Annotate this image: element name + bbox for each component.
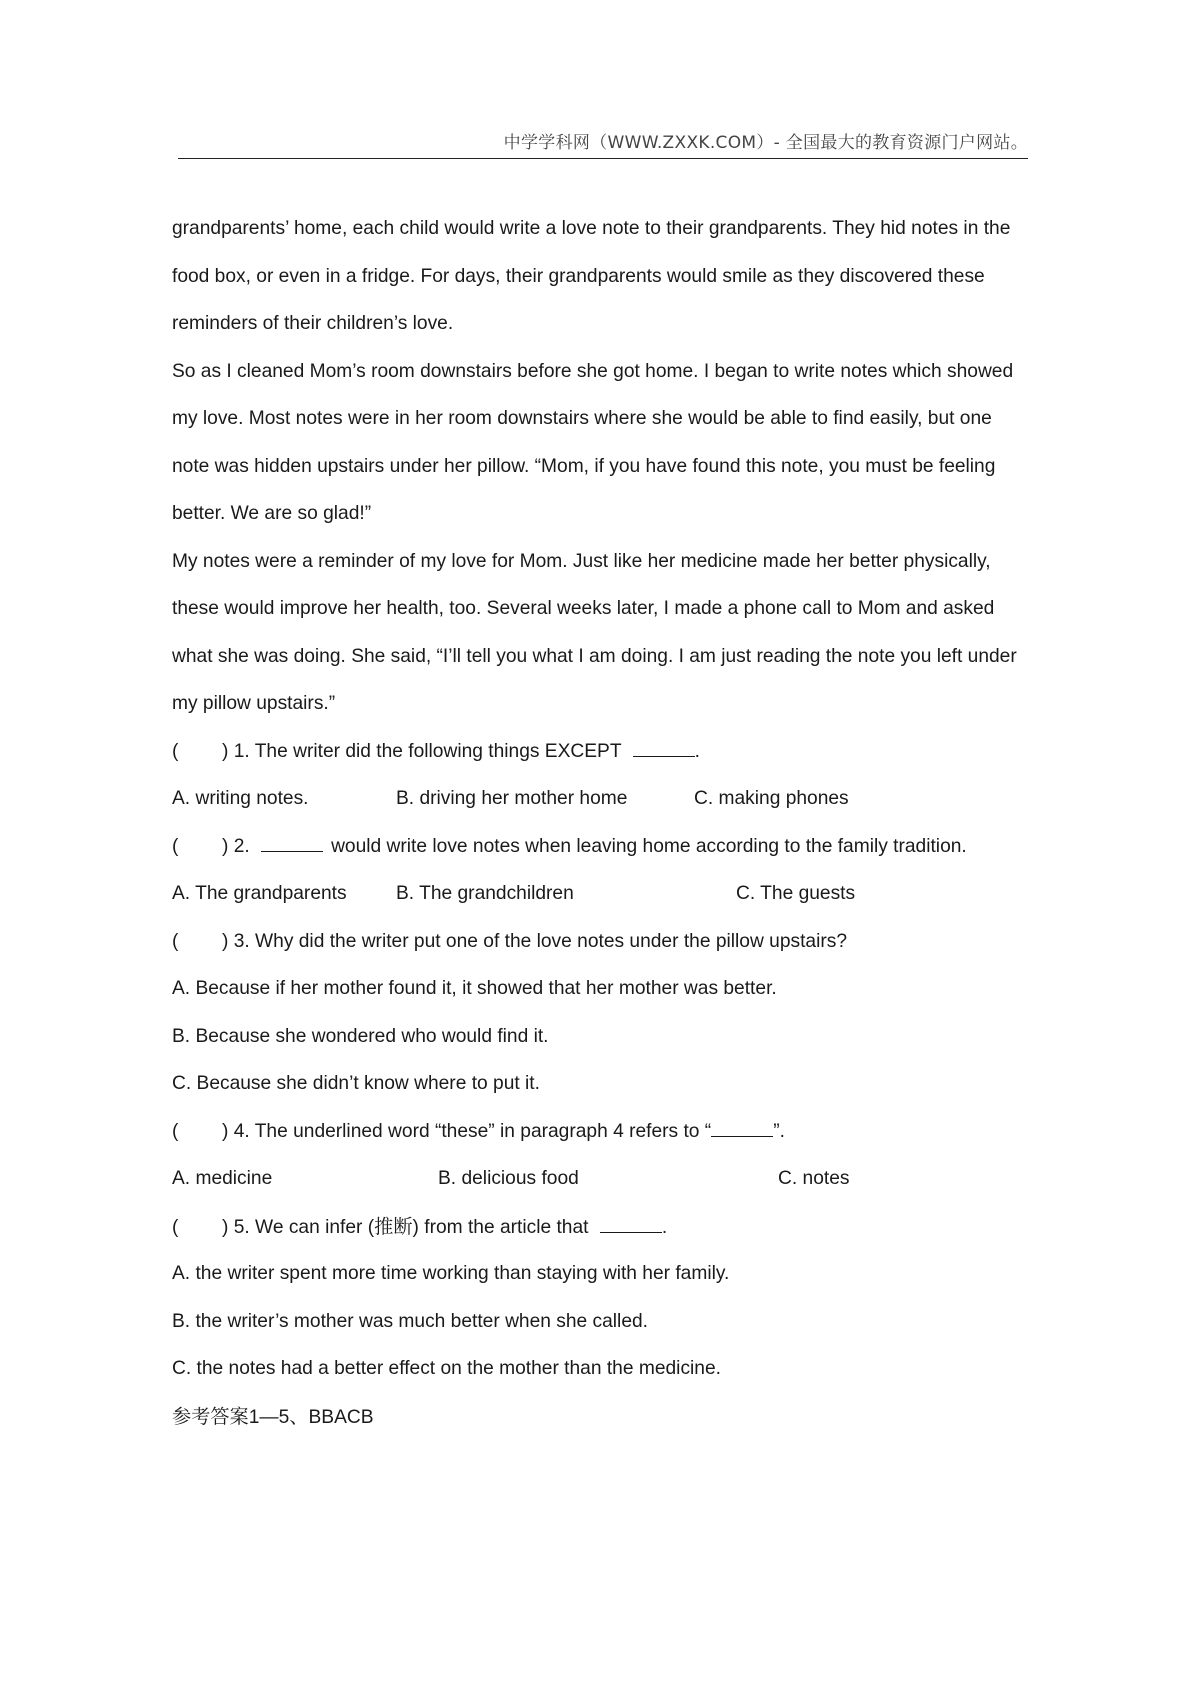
- question-3: [172, 918, 1052, 966]
- option-c: C. Because she didn’t know where to put it.: [172, 1073, 540, 1094]
- header-text: 中学学科网（WWW.ZXXK.COM）- 全国最大的教育资源门户网站。: [503, 133, 1028, 153]
- question-1: [172, 728, 1052, 776]
- question-5-text: ) 5. We can infer (: [222, 1216, 375, 1238]
- question-5-end: .: [661, 1216, 668, 1238]
- option-b: B. delicious food: [438, 1168, 579, 1189]
- question-5-text-mid: ) from the article that: [412, 1216, 589, 1238]
- answer-blank[interactable]: [711, 1116, 773, 1137]
- question-5: [172, 1203, 1052, 1251]
- option-c: C. notes: [778, 1168, 850, 1189]
- option-a: A. the writer spent more time working than staying with her family.: [172, 1263, 730, 1284]
- passage-line: these would improve her health, too. Several weeks later, I made a phone call to Mom and asked: [172, 598, 995, 619]
- passage-line: My notes were a reminder of my love for Mom. Just like her medicine made her better physically,: [172, 550, 991, 572]
- passage-line: So as I cleaned Mom’s room downstairs before she got home. I began to write notes which showed: [172, 360, 1014, 382]
- question-1-end: .: [694, 740, 700, 762]
- answer-blank[interactable]: [600, 1212, 662, 1233]
- page-header: [178, 128, 1028, 159]
- question-2: [172, 823, 1052, 871]
- option-b: B. Because she wondered who would find it.: [172, 1025, 549, 1047]
- answer-blank[interactable]: [261, 831, 323, 852]
- answer-paren: (: [172, 1120, 179, 1142]
- option-b: B. driving her mother home: [396, 788, 628, 809]
- option-a: A. writing notes.: [172, 788, 309, 809]
- question-4-end: ”.: [773, 1120, 785, 1142]
- option-b: B. the writer’s mother was much better when she called.: [172, 1310, 648, 1332]
- passage-line: my pillow upstairs.”: [172, 693, 336, 714]
- document-body: [172, 205, 1052, 1440]
- answer-paren: (: [172, 1216, 179, 1238]
- question-5-cjk: 推断: [374, 1214, 413, 1238]
- answer-paren: (: [172, 740, 179, 762]
- question-2-end: would write love notes when leaving home according to the family tradition.: [331, 835, 967, 857]
- passage-line: note was hidden upstairs under her pillow. “Mom, if you have found this note, you must be feeling: [172, 455, 996, 477]
- option-a: A. Because if her mother found it, it showed that her mother was better.: [172, 978, 777, 999]
- answer-blank[interactable]: [633, 736, 695, 757]
- question-1-options: [172, 775, 1052, 823]
- passage-line: reminders of their children’s love.: [172, 313, 454, 334]
- answer-paren: (: [172, 930, 179, 952]
- question-2-options: [172, 870, 1052, 918]
- answer-key-text: 1—5、BBACB: [248, 1406, 374, 1428]
- question-4-options: [172, 1155, 1052, 1203]
- option-c: C. making phones: [694, 788, 849, 809]
- option-a: A. medicine: [172, 1168, 273, 1189]
- option-c: C. the notes had a better effect on the mother than the medicine.: [172, 1358, 721, 1379]
- passage-line: better. We are so glad!”: [172, 503, 372, 524]
- question-4-text: ) 4. The underlined word “these” in paragraph 4 refers to “: [222, 1120, 712, 1142]
- question-2-text: ) 2.: [222, 835, 250, 857]
- option-a: A. The grandparents: [172, 883, 347, 904]
- passage-line: grandparents’ home, each child would write a love note to their grandparents. They hid notes in the: [172, 218, 1011, 239]
- option-b: B. The grandchildren: [396, 883, 574, 904]
- answer-paren: (: [172, 835, 179, 857]
- passage: [172, 205, 1052, 728]
- question-3-text: ) 3. Why did the writer put one of the love notes under the pillow upstairs?: [222, 930, 847, 952]
- question-4: [172, 1108, 1052, 1156]
- passage-line: food box, or even in a fridge. For days, their grandparents would smile as they discovered these: [172, 265, 985, 287]
- option-c: C. The guests: [736, 883, 856, 904]
- question-1-text: ) 1. The writer did the following things EXCEPT: [222, 740, 622, 762]
- answer-key: [172, 1393, 1052, 1441]
- answer-key-label: 参考答案: [172, 1404, 249, 1428]
- passage-line: my love. Most notes were in her room downstairs where she would be able to find easily, but one: [172, 408, 992, 429]
- passage-line: what she was doing. She said, “I’ll tell you what I am doing. I am just reading the note you left under: [172, 645, 1017, 667]
